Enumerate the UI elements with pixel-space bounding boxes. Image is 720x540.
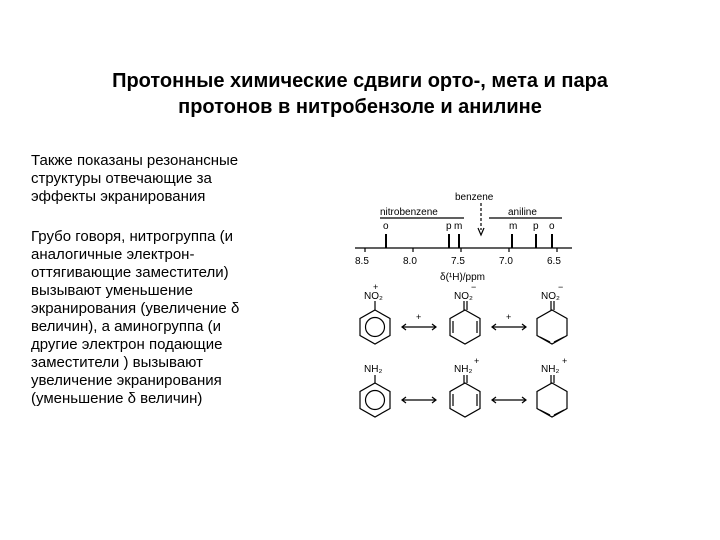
axis-tick-label: 8.5 xyxy=(355,256,369,267)
paragraph2-line: оттягивающие заместители) xyxy=(31,264,229,281)
aniline-label: aniline xyxy=(508,207,537,218)
charge-label: + xyxy=(474,356,480,366)
plus-sign: + xyxy=(506,312,512,322)
axis-tick-label: 8.0 xyxy=(403,256,417,267)
benzene-ring-icon xyxy=(360,301,390,344)
quinoid-ring-icon xyxy=(537,375,567,417)
paragraph1-line: Также показаны резонансные xyxy=(31,152,239,169)
paragraph2-line: экранирования (увеличение δ xyxy=(31,300,240,317)
plus-sign: + xyxy=(416,312,422,322)
nitro-group-label: NO₂ xyxy=(454,291,473,302)
axis-title: δ(¹H)/ppm xyxy=(440,272,486,283)
peak-label: m xyxy=(454,221,463,232)
nitro-group-label: NO₂ xyxy=(541,291,560,302)
paragraph2-line: Грубо говоря, нитрогруппа (и xyxy=(31,228,233,245)
nmr-resonance-figure xyxy=(340,188,590,428)
title-line-2: протонов в нитробензоле и анилине xyxy=(178,96,542,118)
paragraph-resonance xyxy=(31,152,293,206)
charge-label: − xyxy=(558,282,564,292)
paragraph2-line: (уменьшение δ величин) xyxy=(31,390,203,407)
paragraph1-line: эффекты экранирования xyxy=(31,188,206,205)
paragraph2-line: заместители ) вызывают xyxy=(31,354,203,371)
benzene-label: benzene xyxy=(455,192,494,203)
paragraph2-line: величин), а аминогруппа (и xyxy=(31,318,222,335)
paragraph2-line: другие электрон подающие xyxy=(31,336,223,353)
paragraph1-line: структуры отвечающие за xyxy=(31,170,212,187)
title-line-1: Протонные химические сдвиги орто-, мета и пара xyxy=(112,70,608,92)
paragraph-shielding xyxy=(31,228,293,408)
charge-label: + xyxy=(373,282,379,292)
nitro-group-label: NO₂ xyxy=(364,291,383,302)
charge-label: + xyxy=(562,356,568,366)
axis-tick-label: 6.5 xyxy=(547,256,561,267)
quinoid-ring-icon xyxy=(450,301,480,344)
paragraph2-line: вызывают уменьшение xyxy=(31,282,193,299)
quinoid-ring-icon xyxy=(537,301,567,344)
peak-label: o xyxy=(549,221,555,232)
peak-label: p xyxy=(446,221,452,232)
peak-label: p xyxy=(533,221,539,232)
paragraph2-line: увеличение экранирования xyxy=(31,372,222,389)
paragraph2-line: аналогичные электрон- xyxy=(31,246,195,263)
amino-group-label: NH₂ xyxy=(541,364,560,375)
axis-tick-label: 7.0 xyxy=(499,256,513,267)
peak-label: m xyxy=(509,221,518,232)
amino-group-label: NH₂ xyxy=(364,364,383,375)
amino-group-label: NH₂ xyxy=(454,364,473,375)
nmr-figure-svg xyxy=(340,188,590,428)
slide-title xyxy=(40,68,680,120)
quinoid-ring-icon xyxy=(450,375,480,417)
charge-label: − xyxy=(471,282,477,292)
peak-label: o xyxy=(383,221,389,232)
axis-tick-label: 7.5 xyxy=(451,256,465,267)
nitrobenzene-label: nitrobenzene xyxy=(380,207,438,218)
benzene-ring-icon xyxy=(360,375,390,417)
